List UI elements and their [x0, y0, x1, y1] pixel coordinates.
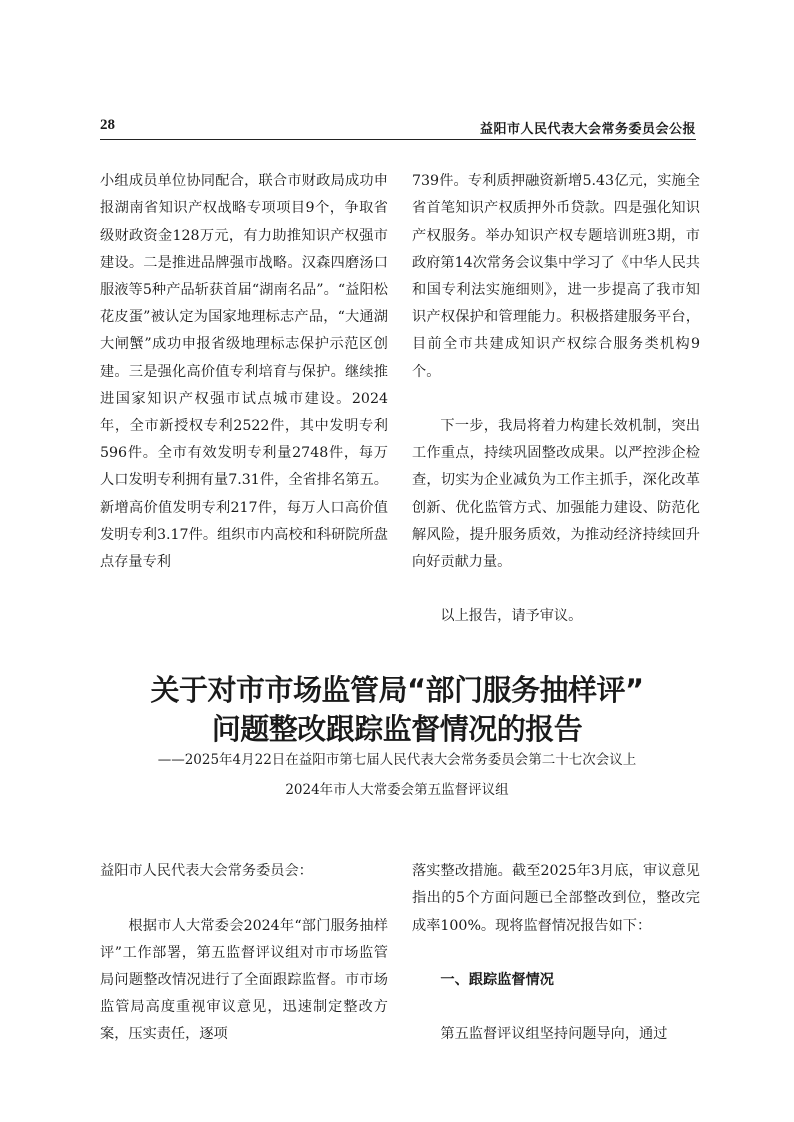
body-paragraph: 落实整改措施。截至2025年3月底，审议意见指出的5个方面问题已全部整改到位，整改完成率100%。现将监督情况报告如下： — [412, 863, 700, 934]
article-author: 2024年市人大常委会第五监督评议组 — [285, 782, 509, 798]
body-paragraph: 小组成员单位协同配合，联合市财政局成功申报湖南省知识产权战略专项项目9个，争取省级财政资金128万元，有力助推知识产权强市建设。二是推进品牌强市战略。汉森四磨汤口服液等5种产品斩获首届“湖南名品”。“益阳松花皮蛋”被认定为国家地理标志产品，“大通湖大闸蟹”成功申报省级地理标志保护示范区创建。三是强化高价值专利培育与保护。继续推进国家知识产权强市试点城市建设。2024年，全市新授权专利2522件，其中发明专利596件。全市有效发明专利量2748件，每万人口发明专利拥有量7.31件，全省排名第五。新增高价值发明专利217件，每万人口高价值发明专利3.17件。组织市内高校和科研院所盘点存量专利 — [100, 173, 388, 571]
section-heading: 一、跟踪监督情况 — [440, 972, 554, 989]
article-right-column — [412, 831, 700, 1076]
salutation: 益阳市人民代表大会常务委员会： — [100, 863, 313, 880]
top-right-column — [412, 141, 700, 658]
article-title-line-1: 关于对市市场监管局“部门服务抽样评” — [150, 673, 644, 707]
page-number: 28 — [100, 117, 115, 133]
top-left-column — [100, 141, 388, 603]
body-paragraph: 根据市人大常委会2024年“部门服务抽样评”工作部署，第五监督评议组对市市场监管局问题整改情况进行了全面跟踪监督。市市场监管局高度重视审议意见，迅速制定整改方案，压实责任，逐项 — [100, 917, 388, 1043]
page-header — [100, 117, 696, 140]
body-paragraph: 下一步，我局将着力构建长效机制，突出工作重点，持续巩固整改成果。以严控涉企检查，切实为企业减负为工作主抓手，深化改革创新、优化监管方式、加强能力建设、防范化解风险，提升服务质效，为推动经济持续回升向好贡献力量。 — [412, 418, 700, 571]
article-left-column — [100, 831, 388, 1076]
closing-line: 以上报告，请予审议。 — [440, 608, 583, 625]
article-subtitle: ——2025年4月22日在益阳市第七届人民代表大会常务委员会第二十七次会议上 — [157, 752, 637, 768]
journal-name: 益阳市人民代表大会常务委员会公报 — [479, 122, 696, 137]
body-paragraph: 第五监督评议组坚持问题导向，通过 — [440, 1026, 668, 1043]
body-paragraph: 739件。专利质押融资新增5.43亿元，实施全省首笔知识产权质押外币贷款。四是强化知识产权服务。举办知识产权专题培训班3期，市政府第14次常务会议集中学习了《中华人民共和国专利法实施细则》，进一步提高了我市知识产权保护和管理能力。积极搭建服务平台，目前全市共建成知识产权综合服务类机构9个。 — [412, 173, 700, 380]
article-title-line-2: 问题整改跟踪监督情况的报告 — [211, 712, 583, 746]
